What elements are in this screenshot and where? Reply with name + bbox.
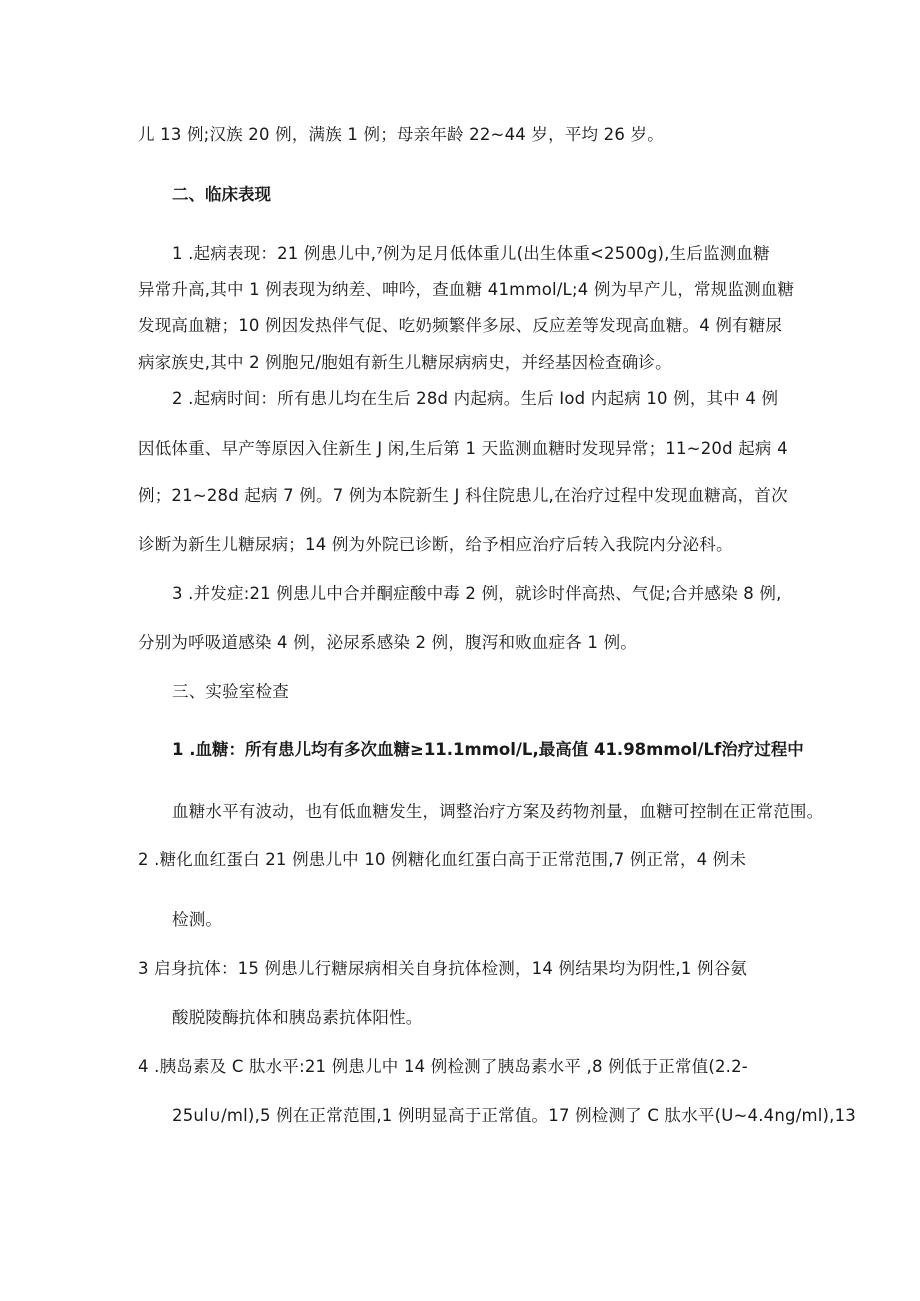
paragraph-line: 发现高血糖；10 例因发热伴气促、吃奶频繁伴多尿、反应差等发现高血糖。4 例有糖尿 <box>138 316 783 335</box>
section-heading-clinical: 二、临床表现 <box>172 185 271 204</box>
paragraph-line: 因低体重、早产等原因入住新生 J 闲,生后第 1 天监测血糖时发现异常；11~20d 起病 4 <box>138 439 788 458</box>
paragraph-line: 检测。 <box>172 910 223 929</box>
paragraph-line: 3 启身抗体：15 例患儿行糖尿病相关自身抗体检测，14 例结果均为阴性,1 例谷氨 <box>138 959 748 978</box>
paragraph-line: 血糖水平有波动，也有低血糖发生，调整治疗方案及药物剂量，血糖可控制在正常范围。 <box>172 802 824 821</box>
paragraph-line: 异常升高,其中 1 例表现为纳差、呻吟，查血糖 41mmol/L;4 例为早产儿，常规监测血糖 <box>138 280 795 299</box>
paragraph-line: 诊断为新生儿糖尿病；14 例为外院已诊断，给予相应治疗后转入我院内分泌科。 <box>138 535 733 554</box>
paragraph-line: 3 .并发症:21 例患儿中合并酮症酸中毒 2 例，就诊时伴高热、气促;合并感染 8 例, <box>172 584 782 603</box>
paragraph-line: 三、实验室检查 <box>172 682 289 701</box>
paragraph-line: 儿 13 例;汉族 20 例，满族 1 例；母亲年龄 22~44 岁，平均 26 岁。 <box>138 125 664 144</box>
paragraph-line: 酸脱陵酶抗体和胰岛素抗体阳性。 <box>172 1008 423 1027</box>
paragraph-line: 1 .起病表现：21 例患儿中,⁷例为足月低体重儿(出生体重<2500g),生后监测血糖 <box>172 244 770 263</box>
paragraph-line: 2 .糖化血红蛋白 21 例患儿中 10 例糖化血红蛋白高于正常范围,7 例正常，4 例未 <box>138 850 747 869</box>
paragraph-line: 例；21~28d 起病 7 例。7 例为本院新生 J 科住院患儿,在治疗过程中发现血糖高，首次 <box>138 486 788 505</box>
paragraph-line: 病家族史,其中 2 例胞兄/胞姐有新生儿糖尿病病史，并经基因检查确诊。 <box>138 353 672 372</box>
paragraph-line: 2 .起病时间：所有患儿均在生后 28d 内起病。生后 Iod 内起病 10 例，其中 4 例 <box>172 389 779 408</box>
paragraph-line: 25ul∪/ml),5 例在正常范围,1 例明显高于正常值。17 例检测了 C 肽水平(U~4.4ng/ml),13 <box>172 1106 856 1125</box>
paragraph-line: 4 .胰岛素及 C 肽水平:21 例患儿中 14 例检测了胰岛素水平 ,8 例低于正常值(2.2- <box>138 1057 748 1076</box>
paragraph-line: 分别为呼吸道感染 4 例，泌尿系感染 2 例，腹泻和败血症各 1 例。 <box>138 633 637 652</box>
section-heading-lab: 1 .血糖：所有患儿均有多次血糖≥11.1mmol/L,最高值 41.98mmol/Lf治疗过程中 <box>172 740 804 759</box>
